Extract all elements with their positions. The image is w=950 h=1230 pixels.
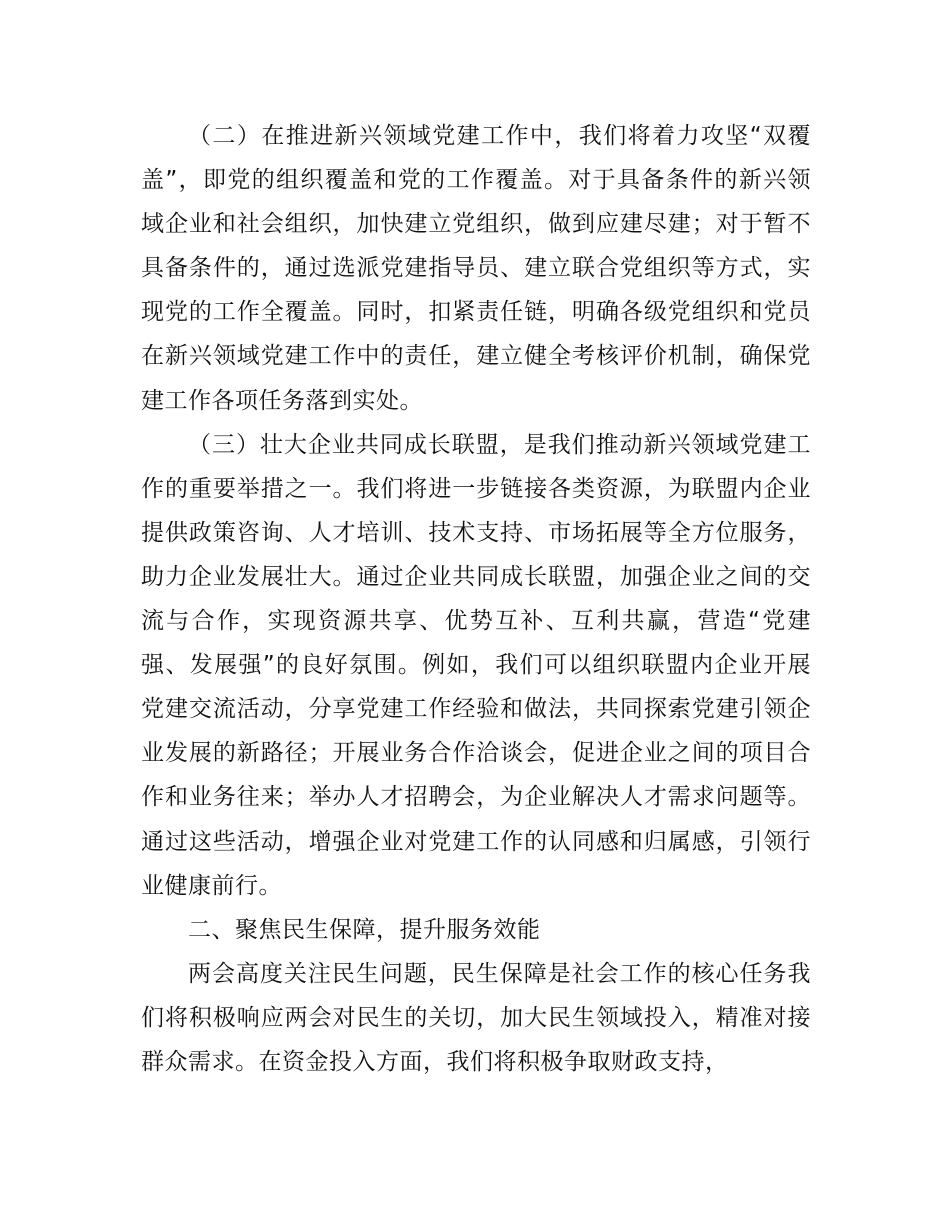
paragraph-section-3: （三）壮大企业共同成长联盟，是我们推动新兴领域党建工作的重要举措之一。我们将进一步链接各类资源，为联盟内企业提供政策咨询、人才培训、技术支持、市场拓展等全方位服务，助力企业发展壮大。通过企业共同成长联盟，加强企业之间的交流与合作，实现资源共享、优势互补、互利共赢，营造“党建强、发展强”的良好氛围。例如，我们可以组织联盟内企业开展党建交流活动，分享党建工作经验和做法，共同探索党建引领企业发展的新路径；开展业务合作洽谈会，促进企业之间的项目合作和业务往来；举办人才招聘会，为企业解决人才需求问题等。通过这些活动，增强企业对党建工作的认同感和归属感，引领行业健康前行。	[141, 431, 811, 899]
document-body	[141, 114, 811, 1084]
section-heading: 二、聚焦民生保障，提升服务效能	[188, 916, 541, 943]
paragraph-section-2: （二）在推进新兴领域党建工作中，我们将着力攻坚“双覆盖”，即党的组织覆盖和党的工作覆盖。对于具备条件的新兴领域企业和社会组织，加快建立党组织，做到应建尽建；对于暂不具备条件的，通过选派党建指导员、建立联合党组织等方式，实现党的工作全覆盖。同时，扣紧责任链，明确各级党组织和党员在新兴领域党建工作中的责任，建立健全考核评价机制，确保党建工作各项任务落到实处。	[141, 123, 811, 414]
paragraph-livelihood: 两会高度关注民生问题，民生保障是社会工作的核心任务我们将积极响应两会对民生的关切，加大民生领域投入，精准对接群众需求。在资金投入方面，我们将积极争取财政支持，	[141, 960, 811, 1075]
